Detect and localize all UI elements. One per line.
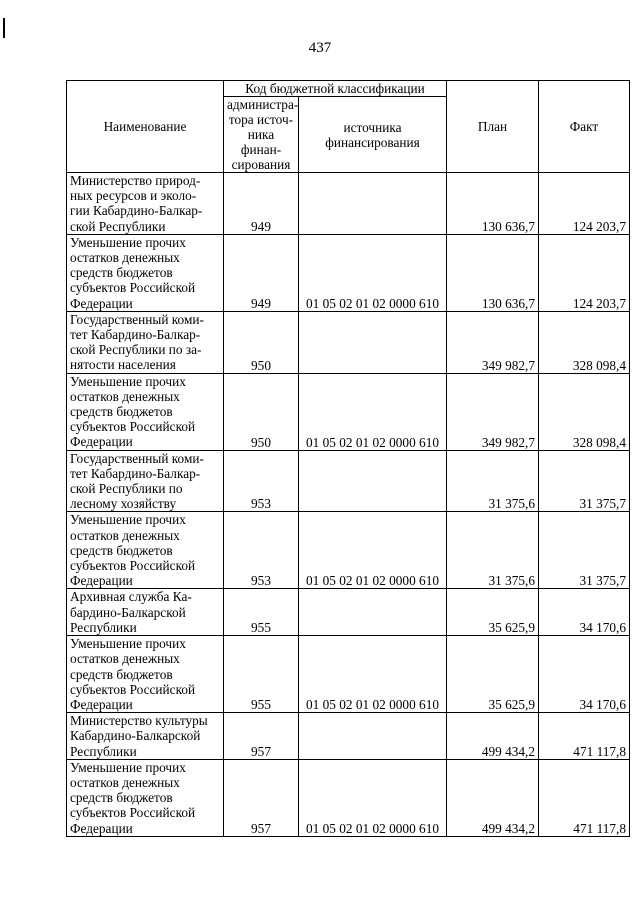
cell-name: Архивная служба Ка- бардино-Балкарской Республики (67, 589, 224, 636)
table-row (67, 450, 630, 512)
table-row (67, 512, 630, 589)
cell-plan: 130 636,7 (447, 234, 539, 311)
table-row (67, 589, 630, 636)
cell-admin-code: 953 (224, 450, 299, 512)
header-source-code: источника финансирования (299, 97, 447, 173)
header-name: Наименование (67, 81, 224, 173)
cell-source-code: 01 05 02 01 02 0000 610 (299, 234, 447, 311)
cell-name: Уменьшение прочих остатков денежных средств бюджетов субъектов Российской Федерации (67, 512, 224, 589)
cell-name: Уменьшение прочих остатков денежных средств бюджетов субъектов Российской Федерации (67, 234, 224, 311)
cell-plan: 35 625,9 (447, 589, 539, 636)
table-row (67, 311, 630, 373)
cell-fact: 31 375,7 (539, 450, 630, 512)
cell-fact: 124 203,7 (539, 234, 630, 311)
cell-source-code: 01 05 02 01 02 0000 610 (299, 373, 447, 450)
cell-source-code (299, 713, 447, 760)
cell-source-code (299, 173, 447, 235)
cell-fact: 34 170,6 (539, 636, 630, 713)
header-fact: Факт (539, 81, 630, 173)
cell-plan: 130 636,7 (447, 173, 539, 235)
margin-mark (3, 18, 5, 38)
table-row (67, 373, 630, 450)
cell-plan: 31 375,6 (447, 512, 539, 589)
cell-source-code: 01 05 02 01 02 0000 610 (299, 512, 447, 589)
cell-admin-code: 949 (224, 173, 299, 235)
table-row (67, 173, 630, 235)
budget-table (66, 80, 630, 837)
cell-source-code (299, 450, 447, 512)
header-admin-code: администра- тора источ- ника финан- сирования (224, 97, 299, 173)
table-header (67, 81, 630, 173)
cell-admin-code: 957 (224, 759, 299, 836)
cell-admin-code: 950 (224, 311, 299, 373)
cell-admin-code: 949 (224, 234, 299, 311)
cell-name: Министерство природ- ных ресурсов и эколо- гии Кабардино-Балкар- ской Республики (67, 173, 224, 235)
cell-admin-code: 950 (224, 373, 299, 450)
cell-fact: 471 117,8 (539, 759, 630, 836)
cell-admin-code: 955 (224, 636, 299, 713)
cell-plan: 31 375,6 (447, 450, 539, 512)
page-number: 437 (308, 40, 332, 56)
cell-source-code: 01 05 02 01 02 0000 610 (299, 636, 447, 713)
cell-name: Уменьшение прочих остатков денежных средств бюджетов субъектов Российской Федерации (67, 759, 224, 836)
cell-name: Министерство культуры Кабардино-Балкарской Республики (67, 713, 224, 760)
cell-fact: 328 098,4 (539, 373, 630, 450)
table-row (67, 636, 630, 713)
cell-fact: 471 117,8 (539, 713, 630, 760)
cell-plan: 35 625,9 (447, 636, 539, 713)
table-row (67, 713, 630, 760)
cell-fact: 124 203,7 (539, 173, 630, 235)
cell-fact: 328 098,4 (539, 311, 630, 373)
cell-admin-code: 955 (224, 589, 299, 636)
cell-plan: 349 982,7 (447, 373, 539, 450)
cell-name: Уменьшение прочих остатков денежных средств бюджетов субъектов Российской Федерации (67, 636, 224, 713)
cell-admin-code: 957 (224, 713, 299, 760)
cell-plan: 499 434,2 (447, 759, 539, 836)
table-row (67, 234, 630, 311)
cell-plan: 499 434,2 (447, 713, 539, 760)
cell-source-code (299, 311, 447, 373)
cell-source-code (299, 589, 447, 636)
table-row (67, 759, 630, 836)
cell-plan: 349 982,7 (447, 311, 539, 373)
cell-admin-code: 953 (224, 512, 299, 589)
cell-fact: 34 170,6 (539, 589, 630, 636)
header-plan: План (447, 81, 539, 173)
table-body (67, 173, 630, 837)
header-classification-code: Код бюджетной классификации (224, 81, 447, 97)
cell-fact: 31 375,7 (539, 512, 630, 589)
cell-name: Уменьшение прочих остатков денежных средств бюджетов субъектов Российской Федерации (67, 373, 224, 450)
cell-source-code: 01 05 02 01 02 0000 610 (299, 759, 447, 836)
cell-name: Государственный коми- тет Кабардино-Балкар- ской Республики по лесному хозяйству (67, 450, 224, 512)
cell-name: Государственный коми- тет Кабардино-Балкар- ской Республики по за- нятости населения (67, 311, 224, 373)
